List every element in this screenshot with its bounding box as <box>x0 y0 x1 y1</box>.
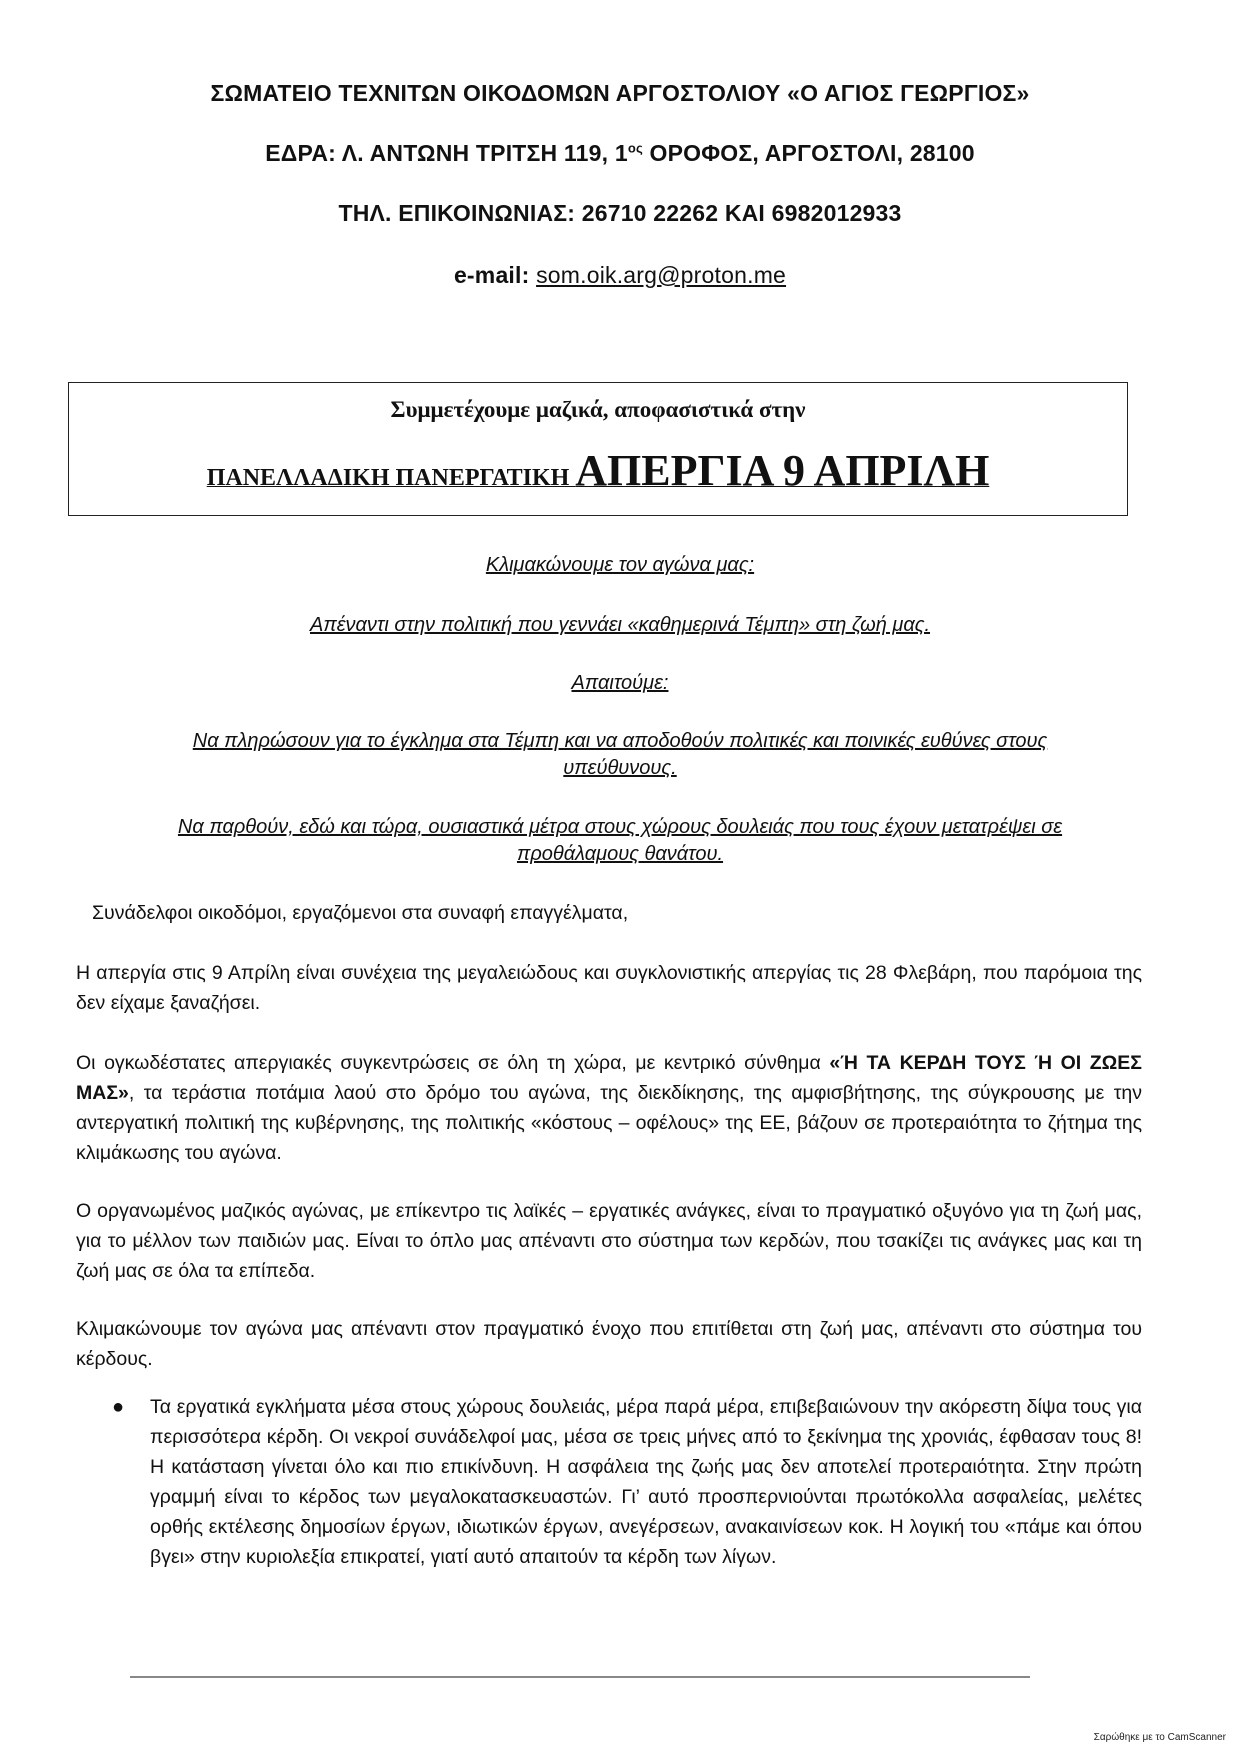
paragraph-3: Ο οργανωμένος μαζικός αγώνας, με επίκεντρο τις λαϊκές – εργατικές ανάγκες, είναι το πραγματικό οξυγόνο για τη ζωή μας, για το μέλλον των παιδιών μας. Είναι το όπλο μας απέναντι στο σύστημα των κερδών, που τσακίζει τις ανάγκες μας και τη ζωή μας σε όλα τα επίπεδα. <box>76 1200 1142 1282</box>
box-intro: Συμμετέχουμε μαζικά, αποφασιστικά στην <box>390 397 806 422</box>
strike-title-prefix: ΠΑΝΕΛΛΑΔΙΚΗ ΠΑΝΕΡΓΑΤΙΚΗ <box>206 465 576 491</box>
strike-announcement-box <box>68 382 1128 516</box>
email-line <box>0 262 1240 289</box>
email-label: e-mail: <box>453 262 537 288</box>
slogan-demand: Απαιτούμε: <box>571 672 669 694</box>
demand-2-line-1: Να παρθούν, εδώ και τώρα, ουσιαστικά μέτρα στους χώρους δουλειάς που τους έχουν μετατρέψει σε <box>177 816 1063 838</box>
union-name: ΣΩΜΑΤΕΙΟ ΤΕΧΝΙΤΩΝ ΟΙΚΟΔΟΜΩΝ ΑΡΓΟΣΤΟΛΙΟΥ «Ο ΑΓΙΟΣ ΓΕΩΡΓΙΟΣ» <box>210 80 1030 106</box>
address-superscript: ος <box>627 140 643 156</box>
paragraph-4: Κλιμακώνουμε τον αγώνα μας απέναντι στον πραγματικό ένοχο που επιτίθεται στη ζωή μας, απέναντι στο σύστημα του κέρδους. <box>76 1318 1142 1370</box>
scanner-watermark: Σαρώθηκε με το CamScanner <box>1093 1732 1226 1743</box>
slogan-escalate: Κλιμακώνουμε τον αγώνα μας: <box>485 554 755 576</box>
paragraph-1: Η απεργία στις 9 Απρίλη είναι συνέχεια της μεγαλειώδους και συγκλονιστικής απεργίας τις 28 Φλεβάρη, που παρόμοια της δεν είχαμε ξαναζήσει. <box>76 962 1142 1014</box>
phone: ΤΗΛ. ΕΠΙΚΟΙΝΩΝΙΑΣ: 26710 22262 ΚΑΙ 6982012933 <box>338 200 902 226</box>
paragraph-2-end: , τα τεράστια ποτάμια λαού στο δρόμο του αγώνα, της διεκδίκησης, της αμφισβήτησης, της σύγκρουσης με την αντεργατική πολιτική της κυβέρνησης, της πολιτικής «κόστους – οφέλους» της ΕΕ, βάζουν σε προτεραιότητα το ζήτημα της κλιμάκωσης του αγώνα. <box>76 1082 1142 1164</box>
strike-title <box>69 445 1127 496</box>
strike-title-main: ΑΠΕΡΓΙΑ 9 ΑΠΡΙΛΗ <box>575 446 990 495</box>
demand-1-line-1: Να πληρώσουν για το έγκλημα στα Τέμπη και να αποδοθούν πολιτικές και ποινικές ευθύνες στους <box>192 730 1048 752</box>
slogan-against: Απέναντι στην πολιτική που γεννάει «καθημερινά Τέμπη» στη ζωή μας. <box>309 614 931 636</box>
demand-2-line-2: προθάλαμους θανάτου. <box>516 843 724 865</box>
demand-1-line-2: υπεύθυνους. <box>563 757 677 779</box>
bullet-1: Τα εργατικά εγκλήματα μέσα στους χώρους δουλειάς, μέρα παρά μέρα, επιβεβαιώνουν την ακόρεστη δίψα τους για περισσότερα κέρδη. Οι νεκροί συνάδελφοί μας, μέσα σε τρεις μήνες από το ξεκίνημα της χρονιάς, έφθασαν τους 8! Η κατάσταση γίνεται όλο και πιο επικίνδυνη. Η ασφάλεια της ζωής μας δεν αποτελεί προτεραιότητα. Στην πρώτη γραμμή είναι το κέρδος των μεγαλοκατασκευαστών. Γι’ αυτό προσπερνιούνται πρωτόκολλα ασφαλείας, μελέτες ορθής εκτέλεσης δημοσίων έργων, ιδιωτικών έργων, ανεγέρσεων, ανακαινίσεων κοκ. Η λογική του «πάμε και όπου βγει» στην κυριολεξία επικρατεί, γιατί αυτό απαιτούν τα κέρδη των λίγων. <box>150 1396 1142 1568</box>
scan-edge-line <box>130 1676 1030 1678</box>
email-link[interactable]: som.oik.arg@proton.me <box>536 262 787 288</box>
greeting: Συνάδελφοι οικοδόμοι, εργαζόμενοι στα συναφή επαγγέλματα, <box>92 902 629 924</box>
address <box>0 140 1240 167</box>
paragraph-2-start: Οι ογκωδέστατες απεργιακές συγκεντρώσεις σε όλη τη χώρα, με κεντρικό σύνθημα <box>76 1052 830 1074</box>
address-suffix: ΟΡΟΦΟΣ, ΑΡΓΟΣΤΟΛΙ, 28100 <box>642 140 975 166</box>
address-prefix: ΕΔΡΑ: Λ. ΑΝΤΩΝΗ ΤΡΙΤΣΗ 119, 1 <box>265 140 628 166</box>
central-slogan: «Ή ΤΑ ΚΕΡΔΗ ΤΟΥΣ Ή ΟΙ ΖΩΕΣ ΜΑΣ» <box>76 1052 1143 1104</box>
bullet-icon: ● <box>112 1396 125 1418</box>
paragraph-2 <box>76 1048 1142 1168</box>
